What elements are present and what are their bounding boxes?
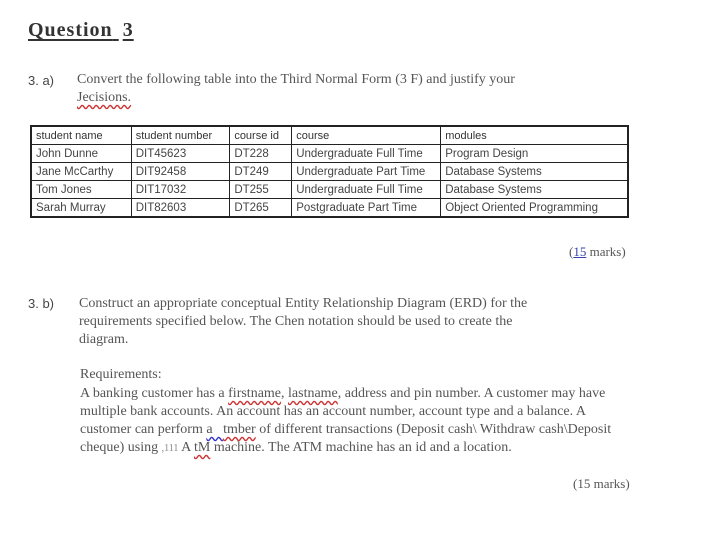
heading-number: 3	[122, 19, 134, 41]
table-cell: Tom Jones	[31, 181, 131, 199]
req-garbled-text: ,111	[161, 443, 179, 454]
marks-number: 15	[573, 244, 587, 259]
req-text: , address and pin number. A customer may have multiple bank accounts. An account has an account number, account type and a balance. A customer can perform	[80, 386, 606, 437]
table-cell: DIT45623	[131, 145, 230, 163]
table-header-row	[31, 126, 628, 145]
requirements-title: Requirements:	[80, 367, 162, 382]
req-misspelled-word: tmber	[223, 422, 256, 437]
table-cell: Database Systems	[441, 181, 628, 199]
col-header: student name	[31, 126, 131, 145]
part-a-line2: Jecisions.	[77, 90, 132, 105]
req-text: A	[178, 440, 194, 455]
table-row	[31, 199, 628, 218]
table-cell: DT249	[230, 163, 292, 181]
table-cell: DIT82603	[131, 199, 230, 218]
table-row	[31, 145, 628, 163]
table-cell: DIT92458	[131, 163, 230, 181]
table-cell: DIT17032	[131, 181, 230, 199]
table-cell: Object Oriented Programming	[441, 199, 628, 218]
part-a-text-after: F) and justify your	[410, 72, 515, 87]
part-a-text	[77, 71, 637, 107]
table-cell: Program Design	[441, 145, 628, 163]
table-cell: John Dunne	[31, 145, 131, 163]
table-cell: Sarah Murray	[31, 199, 131, 218]
table-cell: Jane McCarthy	[31, 163, 131, 181]
req-misspelled-word: firstname	[228, 386, 282, 401]
heading-word: Question	[28, 19, 113, 41]
student-table	[30, 125, 629, 218]
requirements-body	[80, 385, 636, 458]
part-a-label: 3. a)	[28, 73, 55, 88]
table-cell: Postgraduate Part Time	[292, 199, 441, 218]
req-text: A banking customer has a	[80, 386, 229, 401]
part-a-text-before: Convert the following table into the Third Normal Form (3	[77, 72, 407, 87]
col-header: course	[292, 126, 441, 145]
table-cell: DT255	[230, 181, 292, 199]
part-b-line: requirements specified below. The Chen notation should be used to create the	[79, 314, 513, 329]
marks-close: marks)	[586, 244, 626, 259]
table-cell: Undergraduate Part Time	[292, 163, 441, 181]
table-row	[31, 181, 628, 199]
req-misspelled-word: tM	[194, 440, 211, 455]
req-text: ,	[281, 386, 289, 401]
table-cell: Undergraduate Full Time	[292, 181, 441, 199]
req-misspelled-word: lastname	[288, 386, 338, 401]
part-b-text	[79, 295, 639, 349]
col-header: student number	[131, 126, 230, 145]
question-heading	[28, 19, 134, 42]
part-a-marks	[569, 244, 626, 260]
table-cell: Undergraduate Full Time	[292, 145, 441, 163]
req-text: of different transactions (Deposit cash\ Withdraw cash\Deposit cheque) using	[80, 422, 612, 455]
col-header: course id	[230, 126, 292, 145]
table-row	[31, 163, 628, 181]
part-b-marks: (15 marks)	[573, 476, 630, 491]
table-cell: Database Systems	[441, 163, 628, 181]
req-text: machine. The ATM machine has an id and a location.	[210, 440, 512, 455]
col-header: modules	[441, 126, 628, 145]
part-b-label: 3. b)	[28, 296, 55, 311]
part-b-line: Construct an appropriate conceptual Entity Relationship Diagram (ERD) for the	[79, 296, 528, 311]
part-b-line: diagram.	[79, 332, 129, 347]
marks-open: (	[569, 244, 574, 259]
table-cell: DT228	[230, 145, 292, 163]
table-cell: DT265	[230, 199, 292, 218]
req-flagged-word: a	[206, 422, 224, 437]
